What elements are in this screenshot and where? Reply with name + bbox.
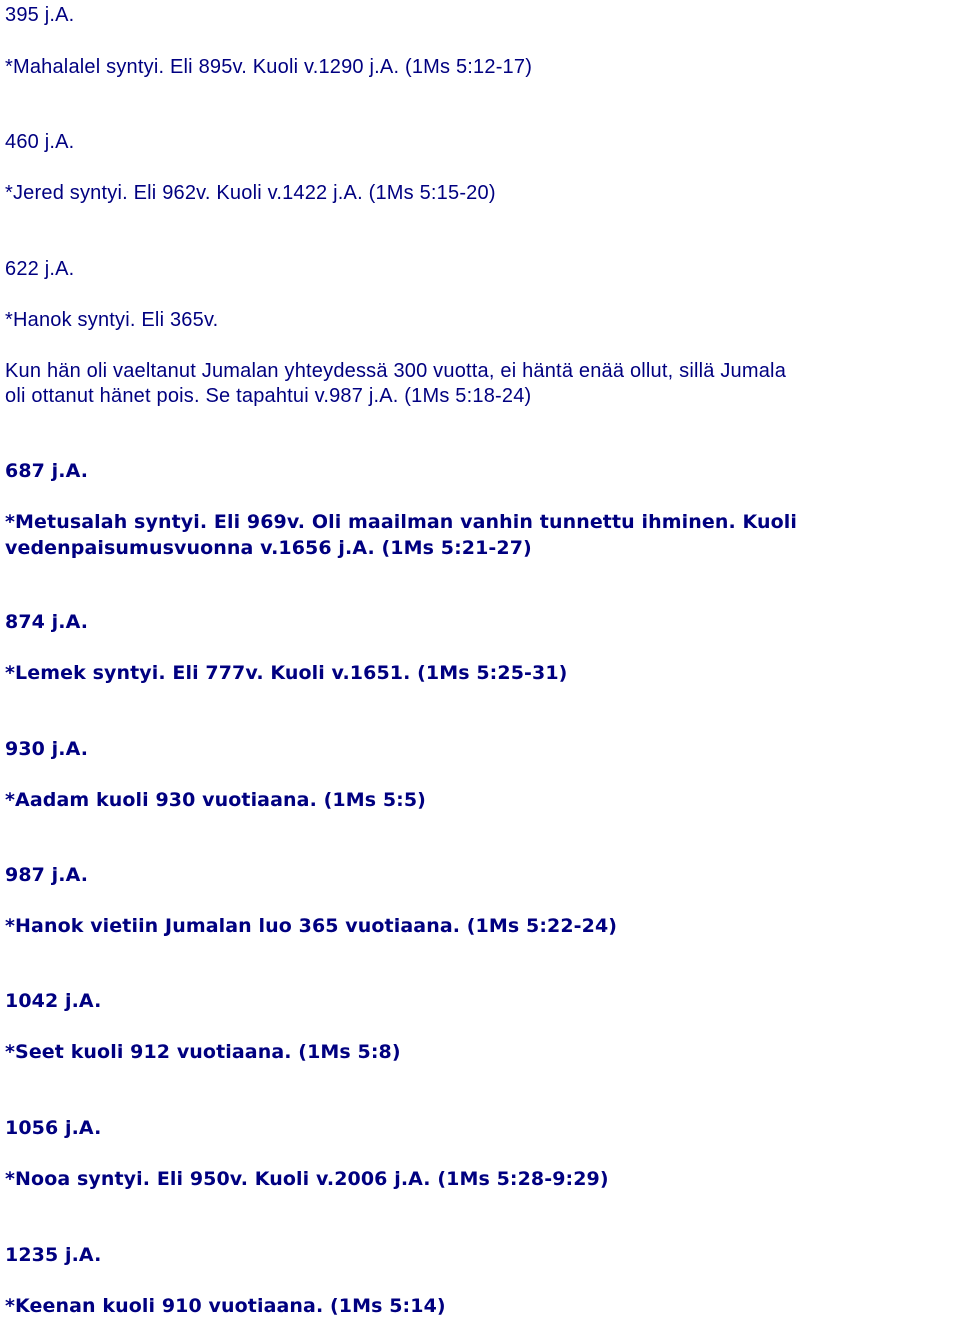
entry-year: 622 j.A.: [5, 258, 75, 280]
entry-text: *Aadam kuoli 930 vuotiaana. (1Ms 5:5): [5, 789, 426, 811]
entry-text: *Lemek syntyi. Eli 777v. Kuoli v.1651. (1Ms 5:25-31): [5, 662, 568, 684]
entry-year: 460 j.A.: [5, 131, 75, 153]
entry-text: *Jered syntyi. Eli 962v. Kuoli v.1422 j.A. (1Ms 5:15-20): [5, 182, 496, 204]
entry-text: *Seet kuoli 912 vuotiaana. (1Ms 5:8): [5, 1041, 401, 1063]
entry-text: oli ottanut hänet pois. Se tapahtui v.987 j.A. (1Ms 5:18-24): [5, 385, 532, 407]
entry-year: 1056 j.A.: [5, 1117, 102, 1139]
entry-year: 1235 j.A.: [5, 1244, 102, 1266]
entry-text: *Hanok syntyi. Eli 365v.: [5, 309, 219, 331]
entry-text: *Mahalalel syntyi. Eli 895v. Kuoli v.1290 j.A. (1Ms 5:12-17): [5, 56, 533, 78]
entry-year: 987 j.A.: [5, 864, 89, 886]
entry-year: 687 j.A.: [5, 460, 89, 482]
entry-year: 395 j.A.: [5, 4, 75, 26]
entry-text: *Nooa syntyi. Eli 950v. Kuoli v.2006 j.A. (1Ms 5:28-9:29): [5, 1168, 609, 1190]
entry-year: 930 j.A.: [5, 738, 89, 760]
entry-text: *Keenan kuoli 910 vuotiaana. (1Ms 5:14): [5, 1295, 446, 1317]
entry-year: 874 j.A.: [5, 611, 89, 633]
entry-text: *Hanok vietiin Jumalan luo 365 vuotiaana. (1Ms 5:22-24): [5, 915, 618, 937]
entry-text: vedenpaisumusvuonna v.1656 j.A. (1Ms 5:21-27): [5, 537, 532, 559]
entry-year: 1042 j.A.: [5, 990, 102, 1012]
entry-text: Kun hän oli vaeltanut Jumalan yhteydessä 300 vuotta, ei häntä enää ollut, sillä Jumala: [5, 360, 787, 382]
entry-text: *Metusalah syntyi. Eli 969v. Oli maailman vanhin tunnettu ihminen. Kuoli: [5, 511, 798, 533]
